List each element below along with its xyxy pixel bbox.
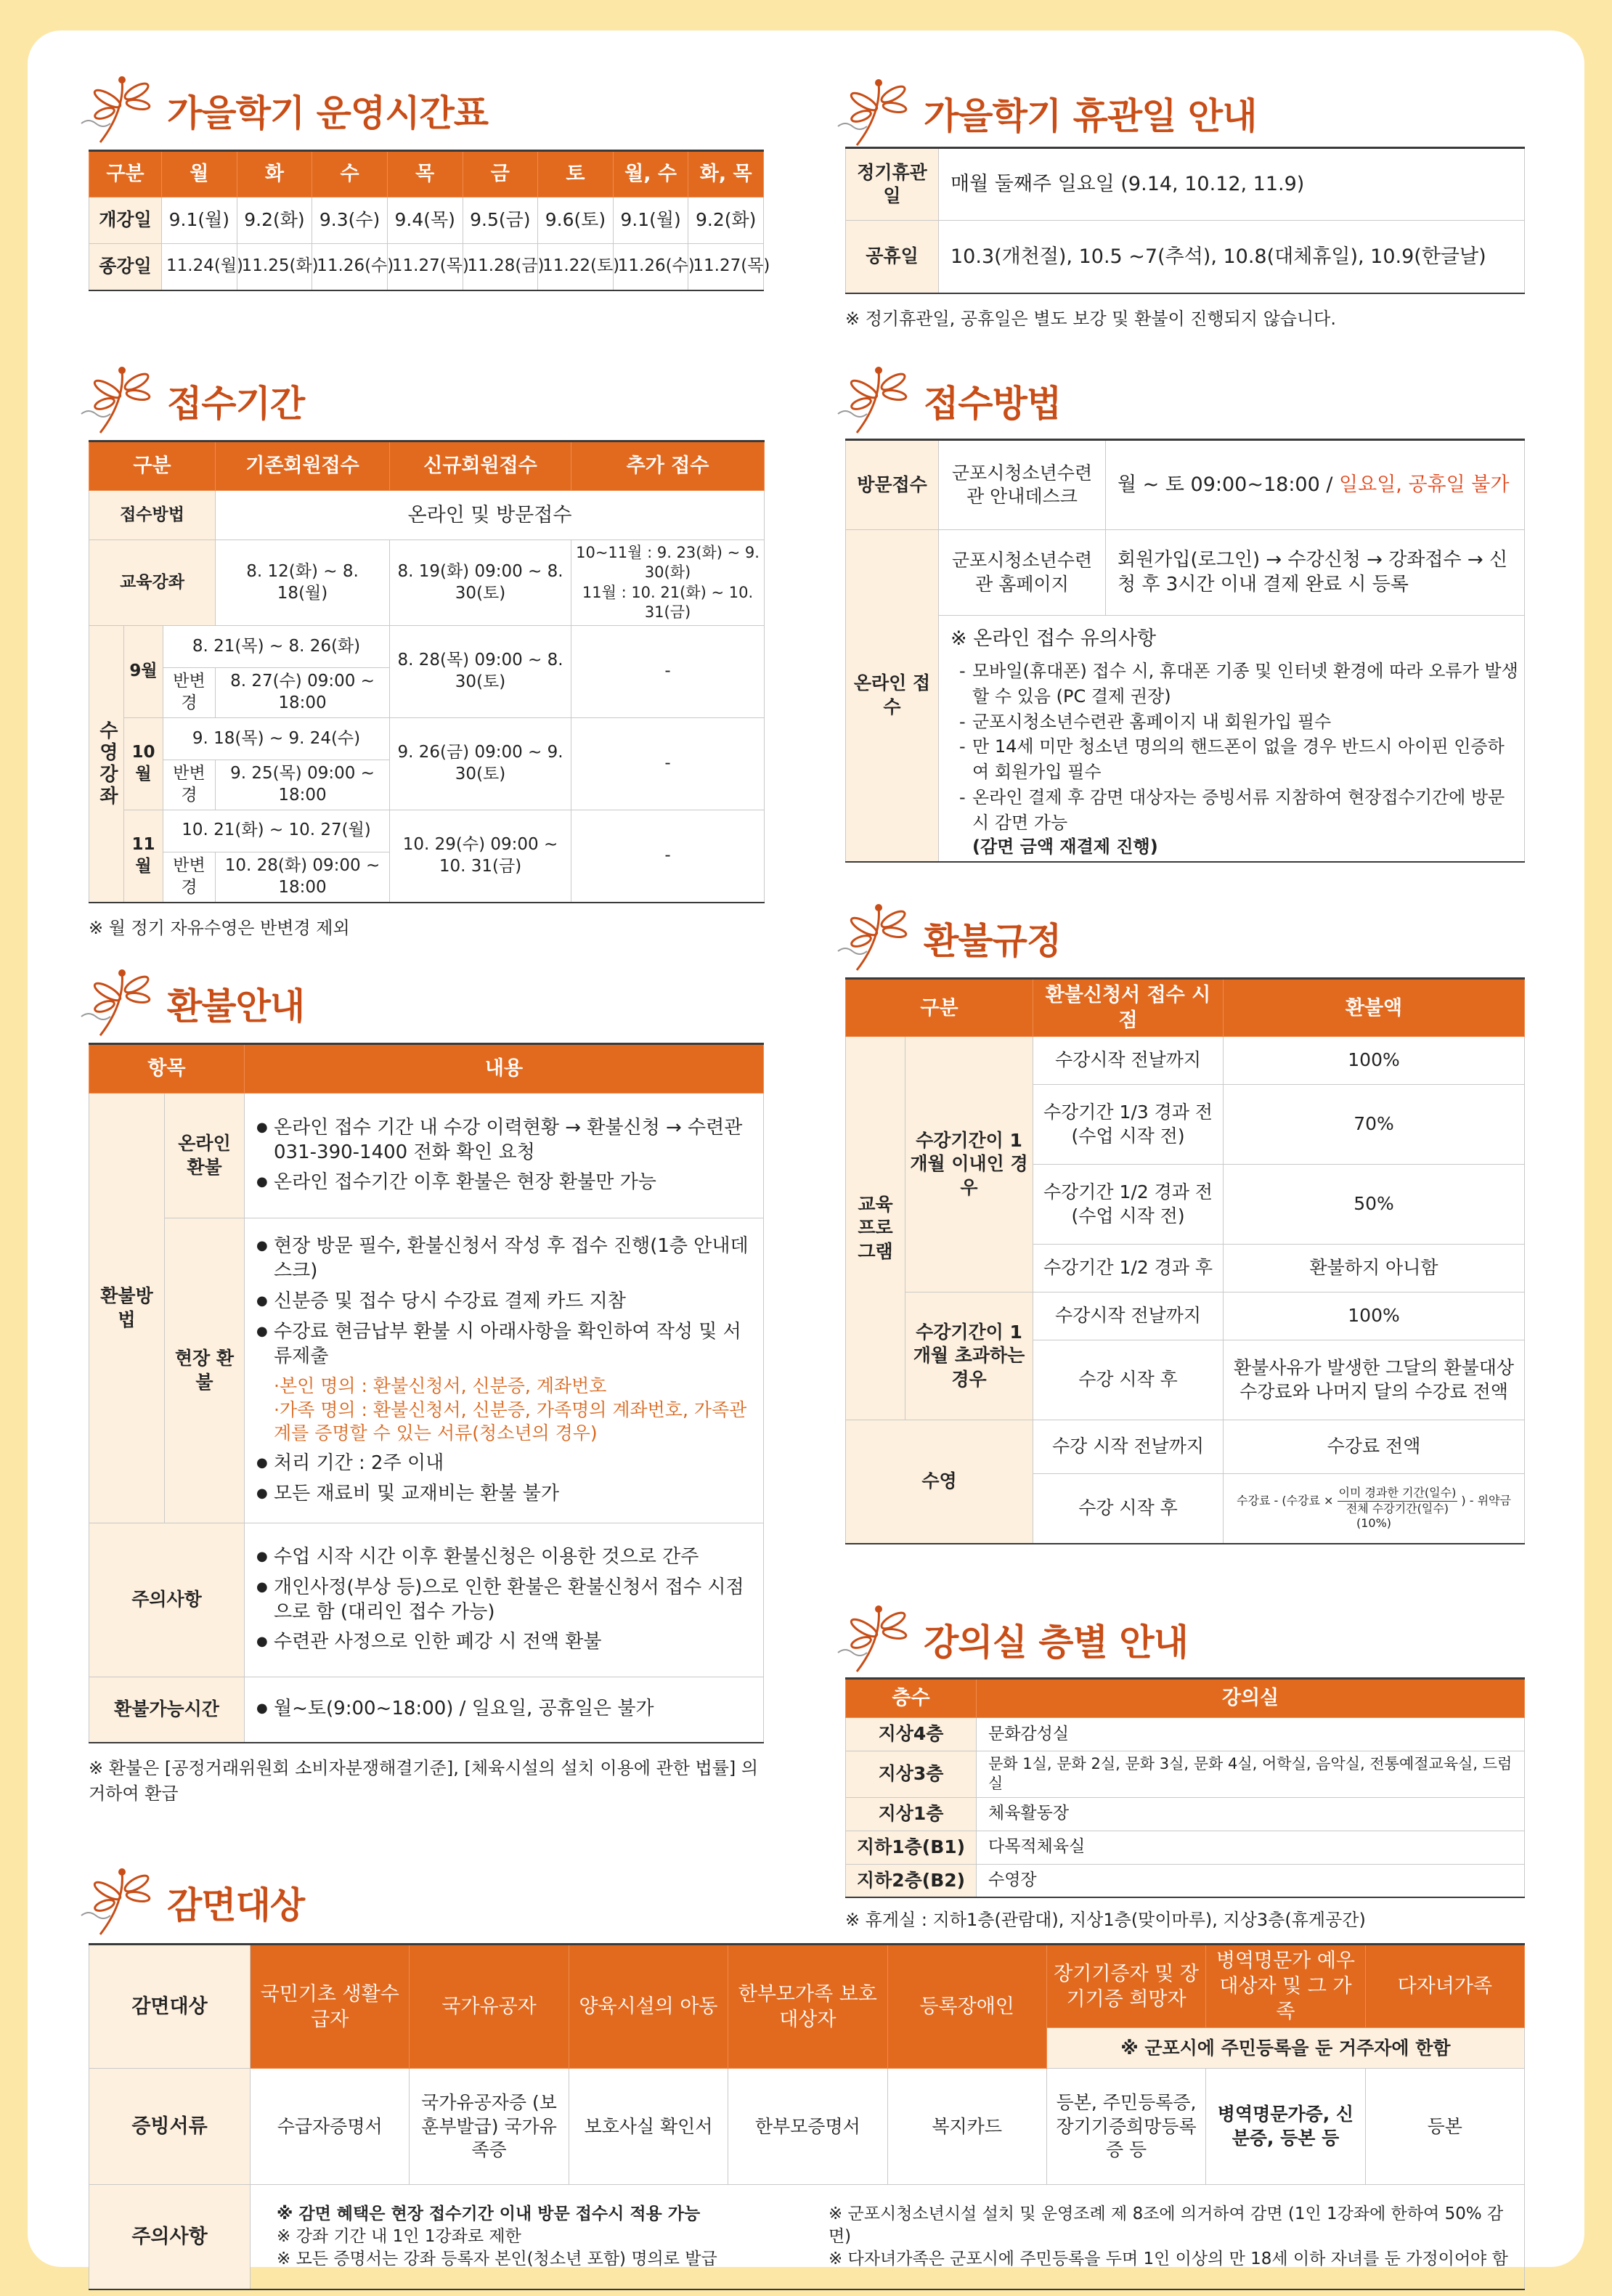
floor-label: 지하1층(B1) [846, 1831, 977, 1864]
table-cell: 온라인 및 방문접수 [216, 491, 765, 540]
list-item: ● 수업 시작 시간 이후 환불신청은 이용한 것으로 간주 [256, 1545, 759, 1570]
row-label: 방문접수 [846, 440, 939, 530]
table-cell [245, 1094, 764, 1218]
month-label: 9월 [124, 626, 163, 718]
table-cell: 9.6(토) [538, 198, 614, 244]
target-header: 병역명문가 예우 대상자 및 그 가족 [1206, 1945, 1365, 2028]
discount-section [89, 1873, 1525, 2290]
section-title: 감면대상 [167, 1884, 305, 1926]
row-label: 수영 [846, 1420, 1033, 1544]
row-label: 공휴일 [846, 221, 939, 293]
row-label: 증빙서류 [89, 2069, 251, 2185]
col-header: 목 [387, 151, 463, 198]
site-refund-list [256, 1234, 759, 1369]
refund-guide-table [89, 1043, 764, 1743]
month-label: 11월 [124, 810, 163, 902]
dragonfly-icon [78, 966, 163, 1041]
formula-right: ) - 위약금(10%) [1356, 1493, 1511, 1531]
table-cell: 100% [1224, 1292, 1525, 1340]
table-cell: 9. 26(금) 09:00 ~ 9. 30(토) [390, 717, 571, 810]
swim-label: 수영강좌 [89, 626, 124, 903]
target-header: 국민기초 생활수급자 [251, 1945, 410, 2069]
table-cell [245, 1677, 764, 1743]
table-cell: 11.24(월) [162, 244, 237, 290]
table-cell: 11.25(화) [237, 244, 312, 290]
col-header: 내용 [245, 1044, 764, 1094]
refund-rules-section [845, 909, 1525, 1544]
target-header: 한부모가족 보호대상자 [728, 1945, 887, 2069]
table-cell: 10. 28(화) 09:00 ~ 18:00 [216, 852, 390, 902]
list-item: - 모바일(휴대폰) 접수 시, 휴대폰 기종 및 인터넷 환경에 따라 오류가 발생할 수 있음 (PC 결제 권장) [958, 659, 1520, 709]
row-label: 종강일 [89, 244, 162, 290]
alt-label: 반변경 [163, 760, 216, 810]
target-header: 등록장애인 [887, 1945, 1046, 2069]
section-title: 환불안내 [167, 985, 305, 1027]
col-header: 기존회원접수 [216, 441, 390, 491]
list-item: ● 온라인 접수기간 이후 환불은 현장 환불만 가능 [256, 1171, 759, 1195]
floor-label: 지상4층 [846, 1718, 977, 1751]
table-cell: 11.26(수) [613, 244, 688, 290]
caution-title: ※ 온라인 접수 유의사항 [950, 627, 1157, 650]
table-cell: 9.2(화) [688, 198, 764, 244]
table-cell: 체육활동장 [977, 1797, 1525, 1831]
visit-hours: 월 ~ 토 09:00~18:00 / [1118, 473, 1340, 497]
col-header: 환불신청서 접수 시점 [1033, 979, 1224, 1037]
target-header: 다자녀가족 [1365, 1945, 1524, 2028]
refund-rules-table [845, 977, 1525, 1544]
reception-period-section [89, 372, 764, 939]
table-cell: 수강기간 1/3 경과 전 (수업 시작 전) [1033, 1085, 1224, 1165]
table-cell: 수강기간 1/2 경과 후 [1033, 1245, 1224, 1292]
table-cell [245, 1523, 764, 1677]
note-line: ※ 다자녀가족은 군포시에 주민등록을 두며 1인 이상의 만 18세 이하 자녀를 둔 가정이어야 함 [828, 2250, 1508, 2269]
row-label: 감면대상 [89, 1945, 251, 2069]
table-cell: 문화 1실, 문화 2실, 문화 3실, 문화 4실, 어학실, 음악실, 전통예절교육실, 드럼실 [977, 1751, 1525, 1798]
col-header: 추가 접수 [571, 441, 765, 491]
visit-closed: 일요일, 공휴일 불가 [1339, 473, 1510, 497]
table-cell: 9.3(수) [312, 198, 388, 244]
table-cell: - [571, 626, 765, 718]
table-cell: 군포시청소년수련관 홈페이지 [939, 530, 1106, 616]
notes-right [829, 2203, 1520, 2271]
col-header: 강의실 [977, 1679, 1525, 1718]
table-cell: 100% [1224, 1037, 1525, 1085]
closed-section [845, 84, 1525, 330]
table-cell: 8. 19(화) 09:00 ~ 8. 30(토) [390, 540, 571, 626]
restrict-note: ※ 군포시에 주민등록을 둔 거주자에 한함 [1046, 2028, 1524, 2069]
col-header: 구분 [846, 979, 1033, 1037]
col-header: 토 [538, 151, 614, 198]
floor-label: 지하2층(B2) [846, 1864, 977, 1897]
row-label: 교육강좌 [89, 540, 216, 626]
col-header: 월 [162, 151, 237, 198]
notes-left [277, 2203, 802, 2271]
table-cell: 문화감성실 [977, 1718, 1525, 1751]
schedule-section [89, 81, 770, 291]
table-cell: 복지카드 [887, 2069, 1046, 2185]
reception-method-table [845, 439, 1525, 863]
target-header: 장기기증자 및 장기기증 희망자 [1046, 1945, 1205, 2028]
table-cell: 11.22(토) [538, 244, 614, 290]
table-cell: 병역명문가증, 신분증, 등본 등 [1206, 2069, 1365, 2185]
alt-label: 반변경 [163, 668, 216, 718]
table-cell: 70% [1224, 1085, 1525, 1165]
row-label: 수강기간이 1개월 이내인 경우 [905, 1037, 1033, 1292]
note-line: ※ 감면 혜택은 현장 접수기간 이내 방문 접수시 적용 가능 [277, 2204, 701, 2223]
orange-note-1: ·본인 명의 : 환불신청서, 신분증, 계좌번호 [274, 1375, 607, 1397]
list-item: ● 월~토(9:00~18:00) / 일요일, 공휴일은 불가 [256, 1697, 759, 1722]
dragonfly-icon [835, 1602, 919, 1677]
note-line: ※ 군포시청소년시설 설치 및 운영조례 제 8조에 의거하여 감면 (1인 1강좌에 한하여 50% 감면) [828, 2204, 1504, 2246]
row-label: 환불방법 [89, 1094, 165, 1523]
target-header: 국가유공자 [410, 1945, 569, 2069]
table-cell: 10. 29(수) 09:00 ~ 10. 31(금) [390, 810, 571, 902]
closed-note: ※ 정기휴관일, 공휴일은 별도 보강 및 환불이 진행되지 않습니다. [845, 308, 1336, 329]
table-cell: 11.27(목) [387, 244, 463, 290]
table-cell: 9.4(목) [387, 198, 463, 244]
list-item: ● 처리 기간 : 2주 이내 [256, 1452, 759, 1476]
table-cell: 11.27(목) [688, 244, 764, 290]
col-header: 신규회원접수 [390, 441, 571, 491]
row-label: 환불가능시간 [89, 1677, 245, 1743]
table-cell: - [571, 717, 765, 810]
table-cell: 한부모증명서 [728, 2069, 887, 2185]
online-caution-cell [939, 616, 1525, 862]
table-cell: 매월 둘째주 일요일 (9.14, 10.12, 11.9) [939, 148, 1525, 221]
refund-guide-note: ※ 환불은 [공정거래위원회 소비자분쟁해결기준], [체육시설의 설치 이용에 관한 법률] 의거하여 환급 [89, 1757, 759, 1804]
refund-guide-section [89, 974, 764, 1804]
table-cell [571, 540, 765, 626]
table-cell: 군포시청소년수련관 안내데스크 [939, 440, 1106, 530]
extra-period-2: 11월 : 10. 21(화) ~ 10. 31(금) [582, 583, 754, 621]
month-label: 10월 [124, 717, 163, 810]
extra-period-1: 10~11월 : 9. 23(화) ~ 9. 30(화) [576, 544, 760, 582]
table-cell: 국가유공자증 (보훈부발급) 국가유족증 [410, 2069, 569, 2185]
row-label: 온라인 접수 [846, 530, 939, 862]
col-header: 항목 [89, 1044, 245, 1094]
section-title: 접수방법 [924, 383, 1062, 425]
table-cell: 9.5(금) [463, 198, 538, 244]
table-cell: 등본, 주민등록증, 장기기증희망등록증 등 [1046, 2069, 1205, 2185]
list-item: ● 모든 재료비 및 교재비는 환불 불가 [256, 1482, 759, 1507]
table-cell: 환불사유가 발생한 그달의 환불대상 수강료와 나머지 달의 수강료 전액 [1224, 1340, 1525, 1420]
table-cell: 9.1(월) [162, 198, 237, 244]
list-item: ● 수강료 현금납부 환불 시 아래사항을 확인하여 작성 및 서류제출 [256, 1320, 759, 1369]
col-header: 수 [312, 151, 388, 198]
site-refund-list-2 [256, 1452, 759, 1507]
reception-period-note: ※ 월 정기 자유수영은 반변경 제외 [89, 917, 350, 938]
table-cell: 11.26(수) [312, 244, 388, 290]
list-item: ● 수련관 사정으로 인한 폐강 시 전액 환불 [256, 1630, 759, 1655]
table-cell: 8. 28(목) 09:00 ~ 8. 30(토) [390, 626, 571, 718]
table-cell: 다목적체육실 [977, 1831, 1525, 1864]
table-cell: 보호사실 확인서 [569, 2069, 728, 2185]
col-header: 층수 [846, 1679, 977, 1718]
formula-left: 수강료 - (수강료 × [1237, 1493, 1334, 1507]
col-header: 화, 목 [688, 151, 764, 198]
dragonfly-icon [78, 73, 163, 148]
row-label: 주의사항 [89, 2185, 251, 2289]
table-cell [245, 1218, 764, 1523]
dragonfly-icon [835, 76, 919, 151]
row-label: 온라인 환불 [165, 1094, 245, 1218]
formula-cell [1224, 1474, 1525, 1544]
floor-label: 지상1층 [846, 1797, 977, 1831]
list-item: - 만 14세 미만 청소년 명의의 핸드폰이 없을 경우 반드시 아이핀 인증하여 회원가입 필수 [958, 734, 1520, 785]
table-cell: 환불하지 아니함 [1224, 1245, 1525, 1292]
col-header: 금 [463, 151, 538, 198]
section-title: 가을학기 운영시간표 [167, 92, 489, 134]
list-item: ● 현장 방문 필수, 환불신청서 작성 후 접수 진행(1층 안내데스크) [256, 1234, 759, 1284]
dragonfly-icon [78, 363, 163, 439]
caution-list [256, 1545, 759, 1655]
table-cell [251, 2185, 1525, 2289]
col-header: 구분 [89, 151, 162, 198]
table-cell: 수강기간 1/2 경과 전 (수업 시작 전) [1033, 1165, 1224, 1245]
page-card [28, 30, 1584, 2267]
schedule-table [89, 150, 770, 291]
list-item: ● 신분증 및 접수 당시 수강료 결제 카드 지참 [256, 1290, 759, 1314]
table-cell: 9. 25(목) 09:00 ~ 18:00 [216, 760, 390, 810]
orange-note-2: ·가족 명의 : 환불신청서, 신분증, 가족명의 계좌번호, 가족관계를 증명할 수 있는 서류(청소년의 경우) [274, 1399, 747, 1444]
table-cell: 8. 21(목) ~ 8. 26(화) [163, 626, 390, 668]
table-cell: 수강 시작 후 [1033, 1474, 1224, 1544]
table-cell: 8. 12(화) ~ 8. 18(월) [216, 540, 390, 626]
list-item: - 군포시청소년수련관 홈페이지 내 회원가입 필수 [958, 709, 1520, 735]
table-cell: 수강 시작 전날까지 [1033, 1420, 1224, 1474]
formula-num: 이미 경과한 기간(일수) [1338, 1486, 1458, 1502]
row-label: 주의사항 [89, 1523, 245, 1677]
table-cell: 수강료 전액 [1224, 1420, 1525, 1474]
table-cell: - [571, 810, 765, 902]
table-cell: 수영장 [977, 1864, 1525, 1897]
table-cell: 수강시작 전날까지 [1033, 1292, 1224, 1340]
online-refund-list [256, 1116, 759, 1195]
discount-table [89, 1943, 1525, 2290]
row-label: 수강기간이 1개월 초과하는 경우 [905, 1292, 1033, 1420]
table-cell: 수강시작 전날까지 [1033, 1037, 1224, 1085]
table-cell: 수강 시작 후 [1033, 1340, 1224, 1420]
row-label: 현장 환불 [165, 1218, 245, 1523]
dragonfly-icon [835, 363, 919, 439]
target-header: 양육시설의 아동 [569, 1945, 728, 2069]
caution-list [950, 659, 1520, 836]
alt-label: 반변경 [163, 852, 216, 902]
table-cell: 수급자증명서 [251, 2069, 410, 2185]
reception-period-table [89, 440, 765, 903]
row-label: 교육프로그램 [846, 1037, 905, 1420]
section-title: 강의실 층별 안내 [924, 1621, 1188, 1664]
table-cell: 9.2(화) [237, 198, 312, 244]
dragonfly-icon [835, 900, 919, 976]
table-cell: 회원가입(로그인) → 수강신청 → 강좌접수 → 신청 후 3시간 이내 결제 완료 시 등록 [1106, 530, 1525, 616]
dragonfly-icon [78, 1865, 163, 1940]
table-cell: 50% [1224, 1165, 1525, 1245]
floor-label: 지상3층 [846, 1751, 977, 1798]
col-header: 화 [237, 151, 312, 198]
section-title: 접수기간 [167, 383, 305, 425]
table-cell: 8. 27(수) 09:00 ~ 18:00 [216, 668, 390, 718]
formula-fraction [1338, 1486, 1458, 1517]
formula-den: 전체 수강기간(일수) [1346, 1501, 1449, 1515]
section-title: 가을학기 휴관일 안내 [924, 95, 1257, 137]
table-cell: 9. 18(목) ~ 9. 24(수) [163, 717, 390, 760]
closed-table [845, 147, 1525, 294]
col-header: 구분 [89, 441, 216, 491]
list-item: ● 온라인 접수 기간 내 수강 이력현황 → 환불신청 → 수련관 031-390-1400 전화 확인 요청 [256, 1116, 759, 1165]
time-list [256, 1697, 759, 1722]
floors-table [845, 1677, 1525, 1898]
reception-method-section [845, 372, 1525, 863]
list-item: ● 개인사정(부상 등)으로 인한 환불은 환불신청서 접수 시점으로 함 (대리인 접수 가능) [256, 1576, 759, 1625]
table-cell: 9.1(월) [613, 198, 688, 244]
row-label: 정기휴관일 [846, 148, 939, 221]
table-cell: 10. 21(화) ~ 10. 27(월) [163, 810, 390, 852]
floors-note: ※ 휴게실 : 지하1층(관람대), 지상1층(맞이마루), 지상3층(휴게공간) [845, 1910, 1366, 1931]
note-line: ※ 강좌 기간 내 1인 1강좌로 제한 [277, 2227, 521, 2246]
col-header: 월, 수 [613, 151, 688, 198]
row-label: 개강일 [89, 198, 162, 244]
caution-bold: (감면 금액 재결제 진행) [972, 836, 1158, 857]
table-cell [1106, 440, 1525, 530]
table-cell: 등본 [1365, 2069, 1524, 2185]
table-cell: 10.3(개천절), 10.5 ~7(추석), 10.8(대체휴일), 10.9(한글날) [939, 221, 1525, 293]
discount-notes [277, 2203, 1520, 2271]
note-line: ※ 모든 증명서는 강좌 등록자 본인(청소년 포함) 명의로 발급 [277, 2250, 717, 2269]
col-header: 환불액 [1224, 979, 1525, 1037]
row-label: 접수방법 [89, 491, 216, 540]
section-title: 환불규정 [924, 920, 1062, 962]
list-item: - 온라인 결제 후 감면 대상자는 증빙서류 지참하여 현장접수기간에 방문 시 감면 가능 [958, 785, 1520, 836]
table-cell: 11.28(금) [463, 244, 538, 290]
